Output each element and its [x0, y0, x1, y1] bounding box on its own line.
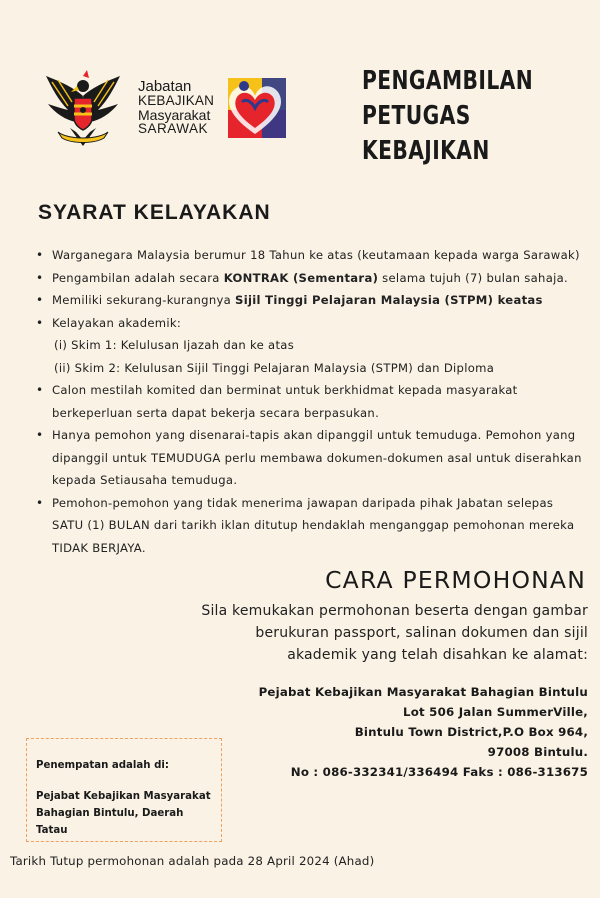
- posting-label: Penempatan adalah di:: [36, 760, 169, 771]
- address-line: 97008 Bintulu.: [487, 745, 588, 759]
- headline-line-2: PETUGAS: [362, 101, 471, 131]
- headline: [362, 64, 534, 169]
- headline-line-1: PENGAMBILAN: [362, 66, 534, 96]
- department-name: [138, 80, 230, 136]
- jkm-heart-logo-icon: [222, 72, 288, 140]
- contact-line: No : 086-332341/336494 Faks : 086-313675: [290, 765, 588, 779]
- requirement-item: • Hanya pemohon yang disenarai-tapis akan dipanggil untuk temuduga. Pemohon yang dipanggil untuk TEMUDUGA perlu membawa dokumen-dokumen asal untuk diserahkan kepada Setiausaha temuduga.: [34, 424, 584, 492]
- office-address: [248, 682, 588, 782]
- application-title: CARA PERMOHONAN: [325, 566, 586, 594]
- dept-line-3: Masyarakat: [138, 107, 211, 123]
- requirements-list: [34, 244, 584, 559]
- sarawak-crest-icon: [44, 66, 122, 152]
- address-line: Lot 506 Jalan SummerVille,: [403, 705, 588, 719]
- application-instructions: Sila kemukakan permohonan beserta dengan gambar berukuran passport, salinan dokumen dan sijil akademik yang telah disahkan ke alamat:: [201, 603, 588, 663]
- dept-line-1: Jabatan: [138, 78, 192, 95]
- closing-date: Tarikh Tutup permohonan adalah pada 28 April 2024 (Ahad): [10, 854, 375, 868]
- requirement-item: • Calon mestilah komited dan berminat untuk berkhidmat kepada masyarakat berkeperluan serta dapat bekerja secara berpasukan.: [34, 379, 584, 424]
- requirement-subitem: (ii) Skim 2: Kelulusan Sijil Tinggi Pelajaran Malaysia (STPM) dan Diploma: [54, 360, 495, 375]
- headline-line-3: KEBAJIKAN: [362, 136, 490, 166]
- dept-line-2: KEBAJIKAN: [138, 93, 215, 108]
- requirement-subitem: (i) Skim 1: Kelulusan Ijazah dan ke atas: [54, 338, 295, 352]
- address-line: Bintulu Town District,P.O Box 964,: [354, 725, 588, 739]
- requirements-title: SYARAT KELAYAKAN: [38, 201, 271, 224]
- requirement-item: • Pengambilan adalah secara KONTRAK (Sementara) selama tujuh (7) bulan sahaja.: [34, 267, 584, 290]
- dept-line-4: SARAWAK: [138, 121, 209, 136]
- requirement-item: • Kelayakan akademik:: [34, 312, 584, 335]
- requirement-item: • Pemohon-pemohon yang tidak menerima jawapan daripada pihak Jabatan selepas SATU (1) BULAN dari tarikh iklan ditutup hendaklah menganggap pemohonan mereka TIDAK BERJAYA.: [34, 492, 584, 560]
- address-line: Pejabat Kebajikan Masyarakat Bahagian Bintulu: [258, 685, 588, 699]
- requirement-item: • Memiliki sekurang-kurangnya Sijil Tinggi Pelajaran Malaysia (STPM) keatas: [34, 289, 584, 312]
- requirement-item: • Warganegara Malaysia berumur 18 Tahun ke atas (keutamaan kepada warga Sarawak): [34, 244, 584, 267]
- posting-location: Pejabat Kebajikan Masyarakat Bahagian Bintulu, Daerah Tatau: [36, 791, 211, 836]
